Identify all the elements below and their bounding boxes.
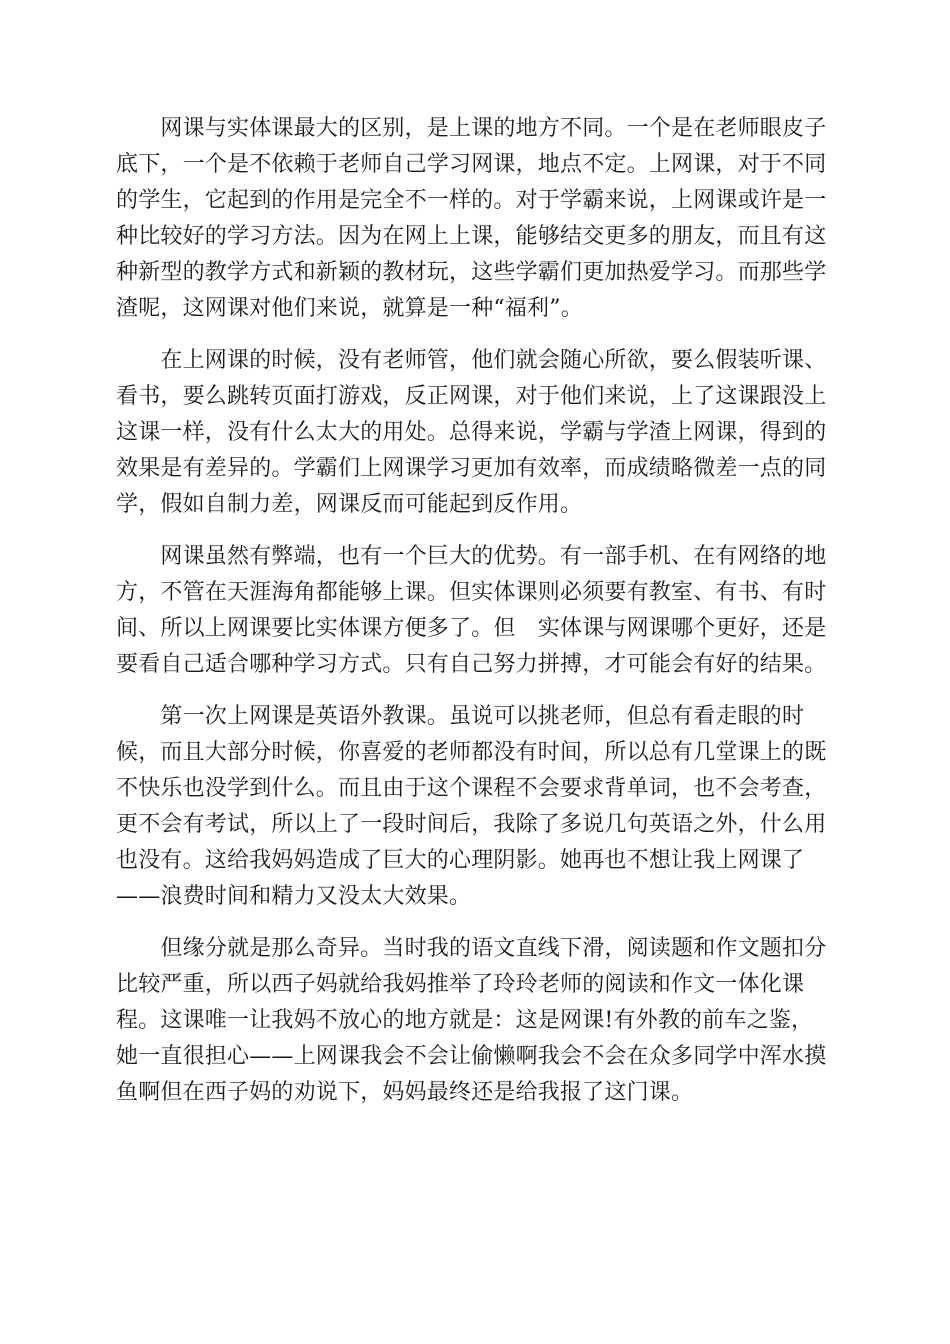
text-line: 鱼啊但在西子妈的劝说下，妈妈最终还是给我报了这门课。 xyxy=(116,1080,694,1105)
paragraph-3 xyxy=(116,539,836,683)
text-line: 间、所以上网课要比实体课方便多了。但 实体课与网课哪个更好，还是 xyxy=(116,616,827,641)
text-line: 这课一样，没有什么太大的用处。总得来说，学霸与学渣上网课，得到的 xyxy=(116,420,827,445)
text-line: 更不会有考试，所以上了一段时间后，我除了多说几句英语之外，什么用 xyxy=(116,812,827,837)
text-line: 种比较好的学习方法。因为在网上上课，能够结交更多的朋友，而且有这 xyxy=(116,224,827,249)
text-line: 第一次上网课是英语外教课。虽说可以挑老师，但总有看走眼的时 xyxy=(116,704,805,729)
text-line: 要看自己适合哪种学习方式。只有自己努力拼搏，才可能会有好的结果。 xyxy=(116,652,827,677)
text-line: 她一直很担心——上网课我会不会让偷懒啊我会不会在众多同学中浑水摸 xyxy=(116,1044,827,1069)
text-line: 比较严重，所以西子妈就给我妈推举了玲玲老师的阅读和作文一体化课 xyxy=(116,972,805,997)
text-line: 但缘分就是那么奇异。当时我的语文直线下滑，阅读题和作文题扣分 xyxy=(116,936,827,961)
text-line: 的学生，它起到的作用是完全不一样的。对于学霸来说，上网课或许是一 xyxy=(116,188,827,213)
text-line: 渣呢，这网课对他们来说，就算是一种“福利”。 xyxy=(116,296,583,321)
text-line: 也没有。这给我妈妈造成了巨大的心理阴影。她再也不想让我上网课了 xyxy=(116,848,805,873)
text-line: 种新型的教学方式和新颖的教材玩，这些学霸们更加热爱学习。而那些学 xyxy=(116,260,827,285)
paragraph-1 xyxy=(116,111,836,327)
paragraph-5 xyxy=(116,931,836,1111)
paragraph-2 xyxy=(116,343,836,523)
document-page xyxy=(116,111,836,1127)
text-line: 看书，要么跳转页面打游戏，反正网课，对于他们来说，上了这课跟没上 xyxy=(116,384,827,409)
text-line: 网课虽然有弊端，也有一个巨大的优势。有一部手机、在有网络的地 xyxy=(116,544,827,569)
text-line: 程。这课唯一让我妈不放心的地方就是：这是网课!有外教的前车之鉴， xyxy=(116,1008,814,1033)
text-line: 在上网课的时候，没有老师管，他们就会随心所欲，要么假装听课、 xyxy=(116,348,827,373)
text-line: 底下，一个是不依赖于老师自己学习网课，地点不定。上网课，对于不同 xyxy=(116,152,827,177)
text-line: 方，不管在天涯海角都能够上课。但实体课则必须要有教室、有书、有时 xyxy=(116,580,827,605)
text-line: ——浪费时间和精力又没太大效果。 xyxy=(116,884,472,909)
text-line: 网课与实体课最大的区别，是上课的地方不同。一个是在老师眼皮子 xyxy=(116,116,827,141)
text-line: 效果是有差异的。学霸们上网课学习更加有效率，而成绩略微差一点的同 xyxy=(116,456,827,481)
text-line: 候，而且大部分时候，你喜爱的老师都没有时间，所以总有几堂课上的既 xyxy=(116,740,827,765)
text-line: 学，假如自制力差，网课反而可能起到反作用。 xyxy=(116,492,583,517)
text-line: 不快乐也没学到什么。而且由于这个课程不会要求背单词，也不会考查， xyxy=(116,776,827,801)
paragraph-4 xyxy=(116,699,836,915)
